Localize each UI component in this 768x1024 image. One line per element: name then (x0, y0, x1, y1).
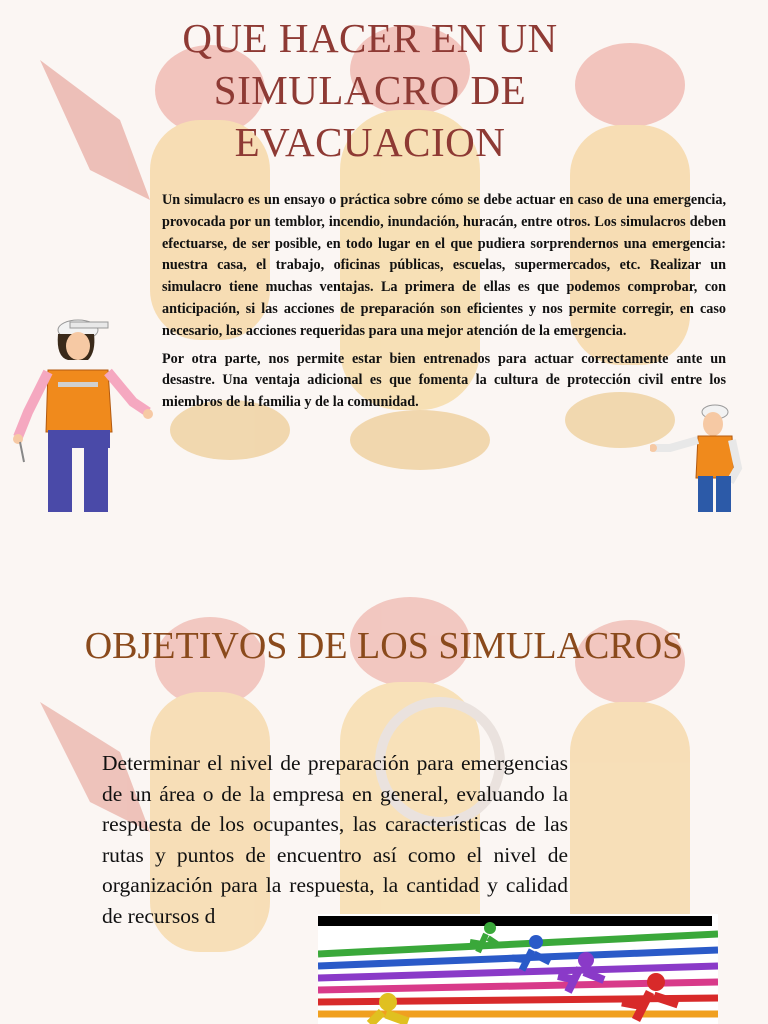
man-safety-vest-illustration (650, 400, 750, 512)
slide-1-paragraph-2: Por otra parte, nos permite estar bien entrenados para actuar correctamente ante un desastre. Una ventaja adicional es que fomenta la cultura de protección civil entre los miembros de la familia y de la comunidad. (162, 350, 726, 411)
runners-lanes-illustration (318, 914, 718, 1024)
slide-1-paragraph-1: Un simulacro es un ensayo o práctica sobre cómo se debe actuar en caso de una emergencia, provocada por un temblor, incendio, inundación, huracán, entre otros. Los simulacros deben efectuarse, de ser posible, en todo lugar en el que pudiera sorprendernos una emergencia: nuestra casa, el trabajo, oficinas públicas, escuelas, supermercados, etc. Realizar un simulacro tiene muchas ventajas. La primera de ellas es que podemos comprobar, con anticipación, si las acciones de preparación son eficientes y nos permite corregir, en caso necesario, las acciones requeridas para una mejor atención de la emergencia. (162, 192, 726, 339)
slide-2-title: OBJETIVOS DE LOS SIMULACROS (84, 625, 684, 667)
slide-1-title: QUE HACER EN UN SIMULACRO DE EVACUACION (182, 15, 558, 165)
slide-2-paragraph: Determinar el nivel de preparación para emergencias de un área o de la empresa en general, evaluando la respuesta de los ocupantes, las características de las rutas y puntos de encuentro así como el nivel de organización para la respuesta, la cantidad y calidad de recursos d (102, 751, 568, 928)
slide-1-body (162, 190, 726, 420)
woman-safety-vest-illustration (8, 312, 158, 512)
slide-2 (0, 512, 768, 1024)
